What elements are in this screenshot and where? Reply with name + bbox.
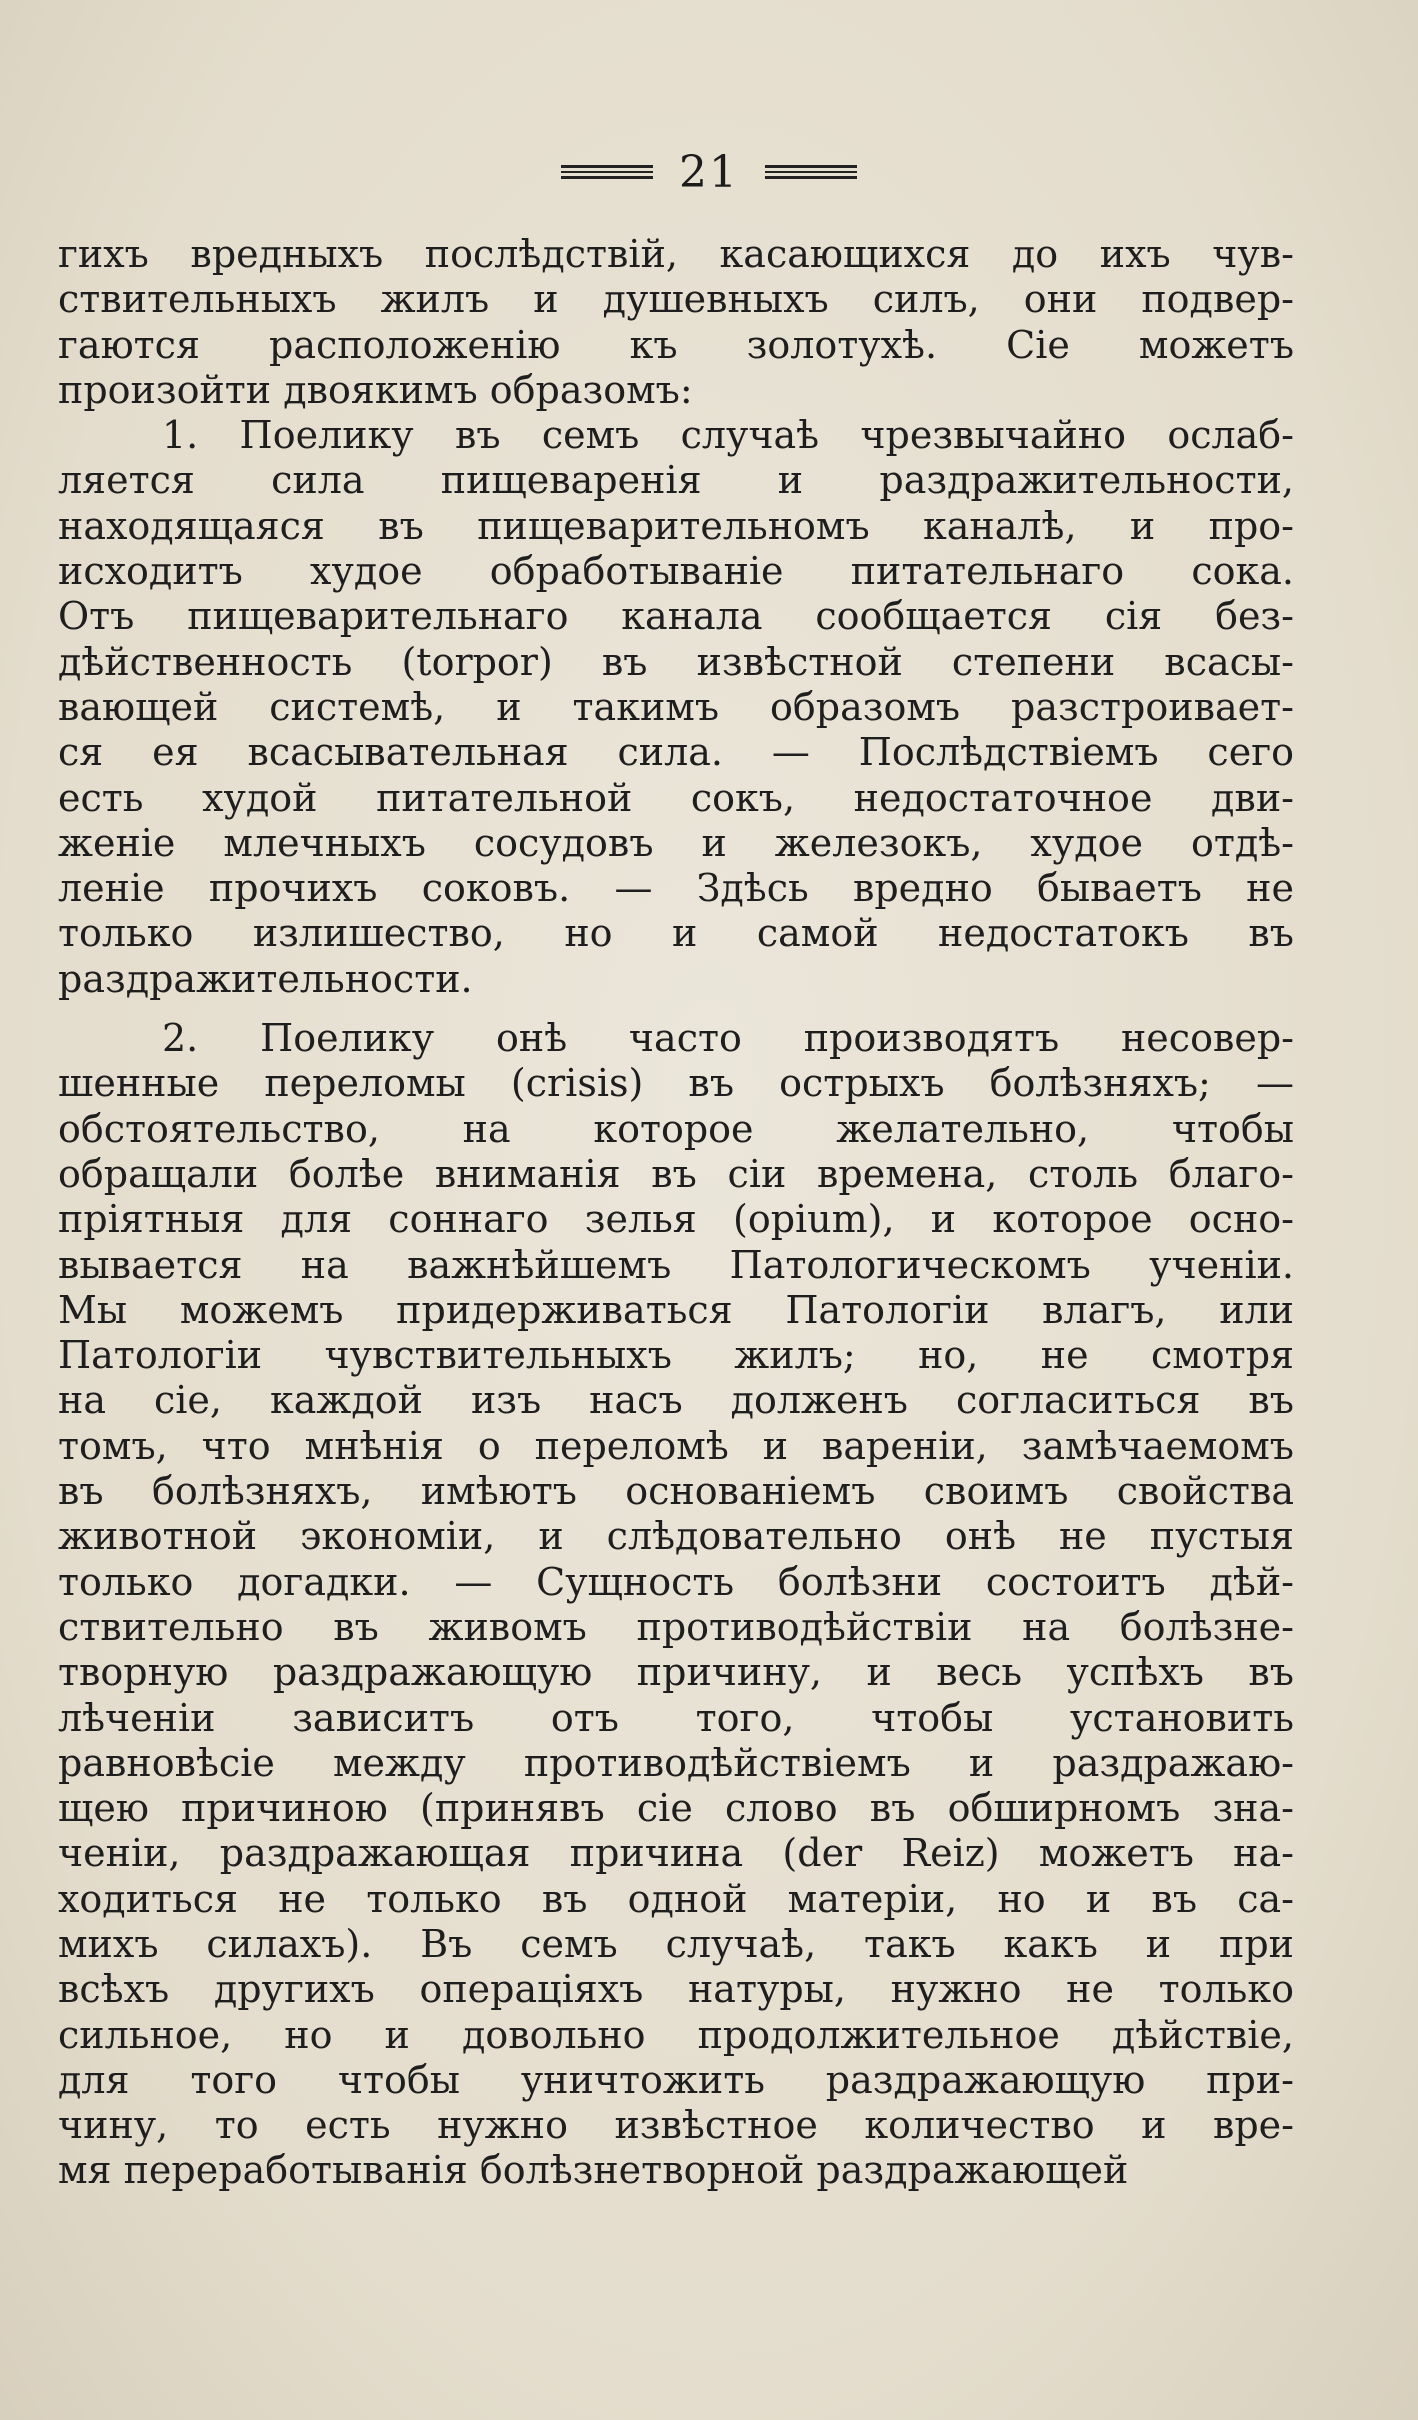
text-line: творную раздражающую причину, и весь успѣхъ въ	[58, 1650, 1294, 1695]
body-text	[58, 232, 1294, 2194]
paragraph-2	[58, 413, 1294, 1002]
text-line: есть худой питательной сокъ, недостаточное дви-	[58, 775, 1294, 820]
text-line: ствительныхъ жилъ и душевныхъ силъ, они подвер-	[58, 277, 1294, 322]
text-line: михъ силахъ). Въ семъ случаѣ, такъ какъ и при	[58, 1921, 1294, 1966]
page-number: 21	[679, 146, 739, 198]
text-line: томъ, что мнѣнія о переломѣ и вареніи, замѣчаемомъ	[58, 1423, 1294, 1468]
text-line: сильное, но и довольно продолжительное дѣйствіе,	[58, 2012, 1294, 2057]
text-line: чину, то есть нужно извѣстное количество и вре-	[58, 2103, 1294, 2148]
text-line: 1. Поелику въ семъ случаѣ чрезвычайно ослаб-	[162, 413, 1294, 458]
text-line: гихъ вредныхъ послѣдствій, касающихся до ихъ чув-	[58, 232, 1294, 276]
text-line: исходитъ худое обработываніе питательнаго сока.	[58, 549, 1294, 594]
text-line: мя переработыванія болѣзнетворной раздражающей	[58, 2148, 1129, 2193]
paragraph-3	[58, 1016, 1294, 2194]
text-line: на сіе, каждой изъ насъ долженъ согласиться въ	[58, 1378, 1294, 1423]
text-line: для того чтобы уничтожить раздражающую при-	[58, 2057, 1294, 2102]
text-line: ляется сила пищеваренія и раздражительности,	[58, 458, 1294, 503]
text-line: Мы можемъ придерживаться Патологіи влагъ, или	[58, 1287, 1294, 1332]
text-line: Патологіи чувствительныхъ жилъ; но, не смотря	[58, 1333, 1294, 1378]
paragraph-gap	[58, 1002, 1294, 1016]
text-line: животной экономіи, и слѣдовательно онѣ не пустыя	[58, 1514, 1294, 1559]
text-line: только догадки. — Сущность болѣзни состоитъ дѣй-	[58, 1559, 1294, 1604]
text-line: находящаяся въ пищеварительномъ каналѣ, и про-	[58, 503, 1294, 548]
text-line: женіе млечныхъ сосудовъ и железокъ, худое отдѣ-	[58, 820, 1294, 865]
text-line: ся ея всасывательная сила. — Послѣдствіемъ сего	[58, 730, 1294, 775]
text-line: въ болѣзняхъ, имѣютъ основаніемъ своимъ свойства	[58, 1469, 1294, 1514]
text-line: ченіи, раздражающая причина (der Reiz) можетъ на-	[58, 1831, 1294, 1876]
text-line: дѣйственность (torpor) въ извѣстной степени всасы-	[58, 639, 1294, 684]
text-line: раздражительности.	[58, 956, 473, 1001]
header-rule-right	[765, 165, 857, 179]
text-line: обращали болѣе вниманія въ сіи времена, столь благо-	[58, 1151, 1294, 1196]
text-line: равновѣсіе между противодѣйствіемъ и раздражаю-	[58, 1740, 1294, 1785]
text-line: вывается на важнѣйшемъ Патологическомъ ученіи.	[58, 1242, 1294, 1287]
text-line: Отъ пищеварительнаго канала сообщается сія без-	[58, 594, 1294, 639]
text-line: ходиться не только въ одной матеріи, но и въ са-	[58, 1876, 1294, 1921]
text-line: 2. Поелику онѣ часто производятъ несовер-	[162, 1016, 1294, 1061]
text-line: пріятныя для соннаго зелья (opium), и которое осно-	[58, 1197, 1294, 1242]
text-line: произойти двоякимъ образомъ:	[58, 367, 693, 412]
text-line: лѣченіи зависитъ отъ того, чтобы установить	[58, 1695, 1294, 1740]
text-line: всѣхъ другихъ операціяхъ натуры, нужно не только	[58, 1967, 1294, 2012]
text-line: леніе прочихъ соковъ. — Здѣсь вредно бываетъ не	[58, 866, 1294, 911]
page-header	[0, 142, 1418, 202]
text-line: обстоятельство, на которое желательно, чтобы	[58, 1106, 1294, 1151]
text-line: только излишество, но и самой недостатокъ въ	[58, 911, 1294, 956]
text-line: вающей системѣ, и такимъ образомъ разстроивает-	[58, 684, 1294, 729]
text-line: ствительно въ живомъ противодѣйствіи на болѣзне-	[58, 1604, 1294, 1649]
header-rule-left	[561, 165, 653, 179]
text-line: шенные переломы (crisis) въ острыхъ болѣзняхъ; —	[58, 1061, 1294, 1106]
text-line: щею причиною (принявъ сіе слово въ обширномъ зна-	[58, 1786, 1294, 1831]
paragraph-1	[58, 232, 1294, 413]
text-line: гаются расположенію къ золотухѣ. Сіе можетъ	[58, 322, 1294, 367]
